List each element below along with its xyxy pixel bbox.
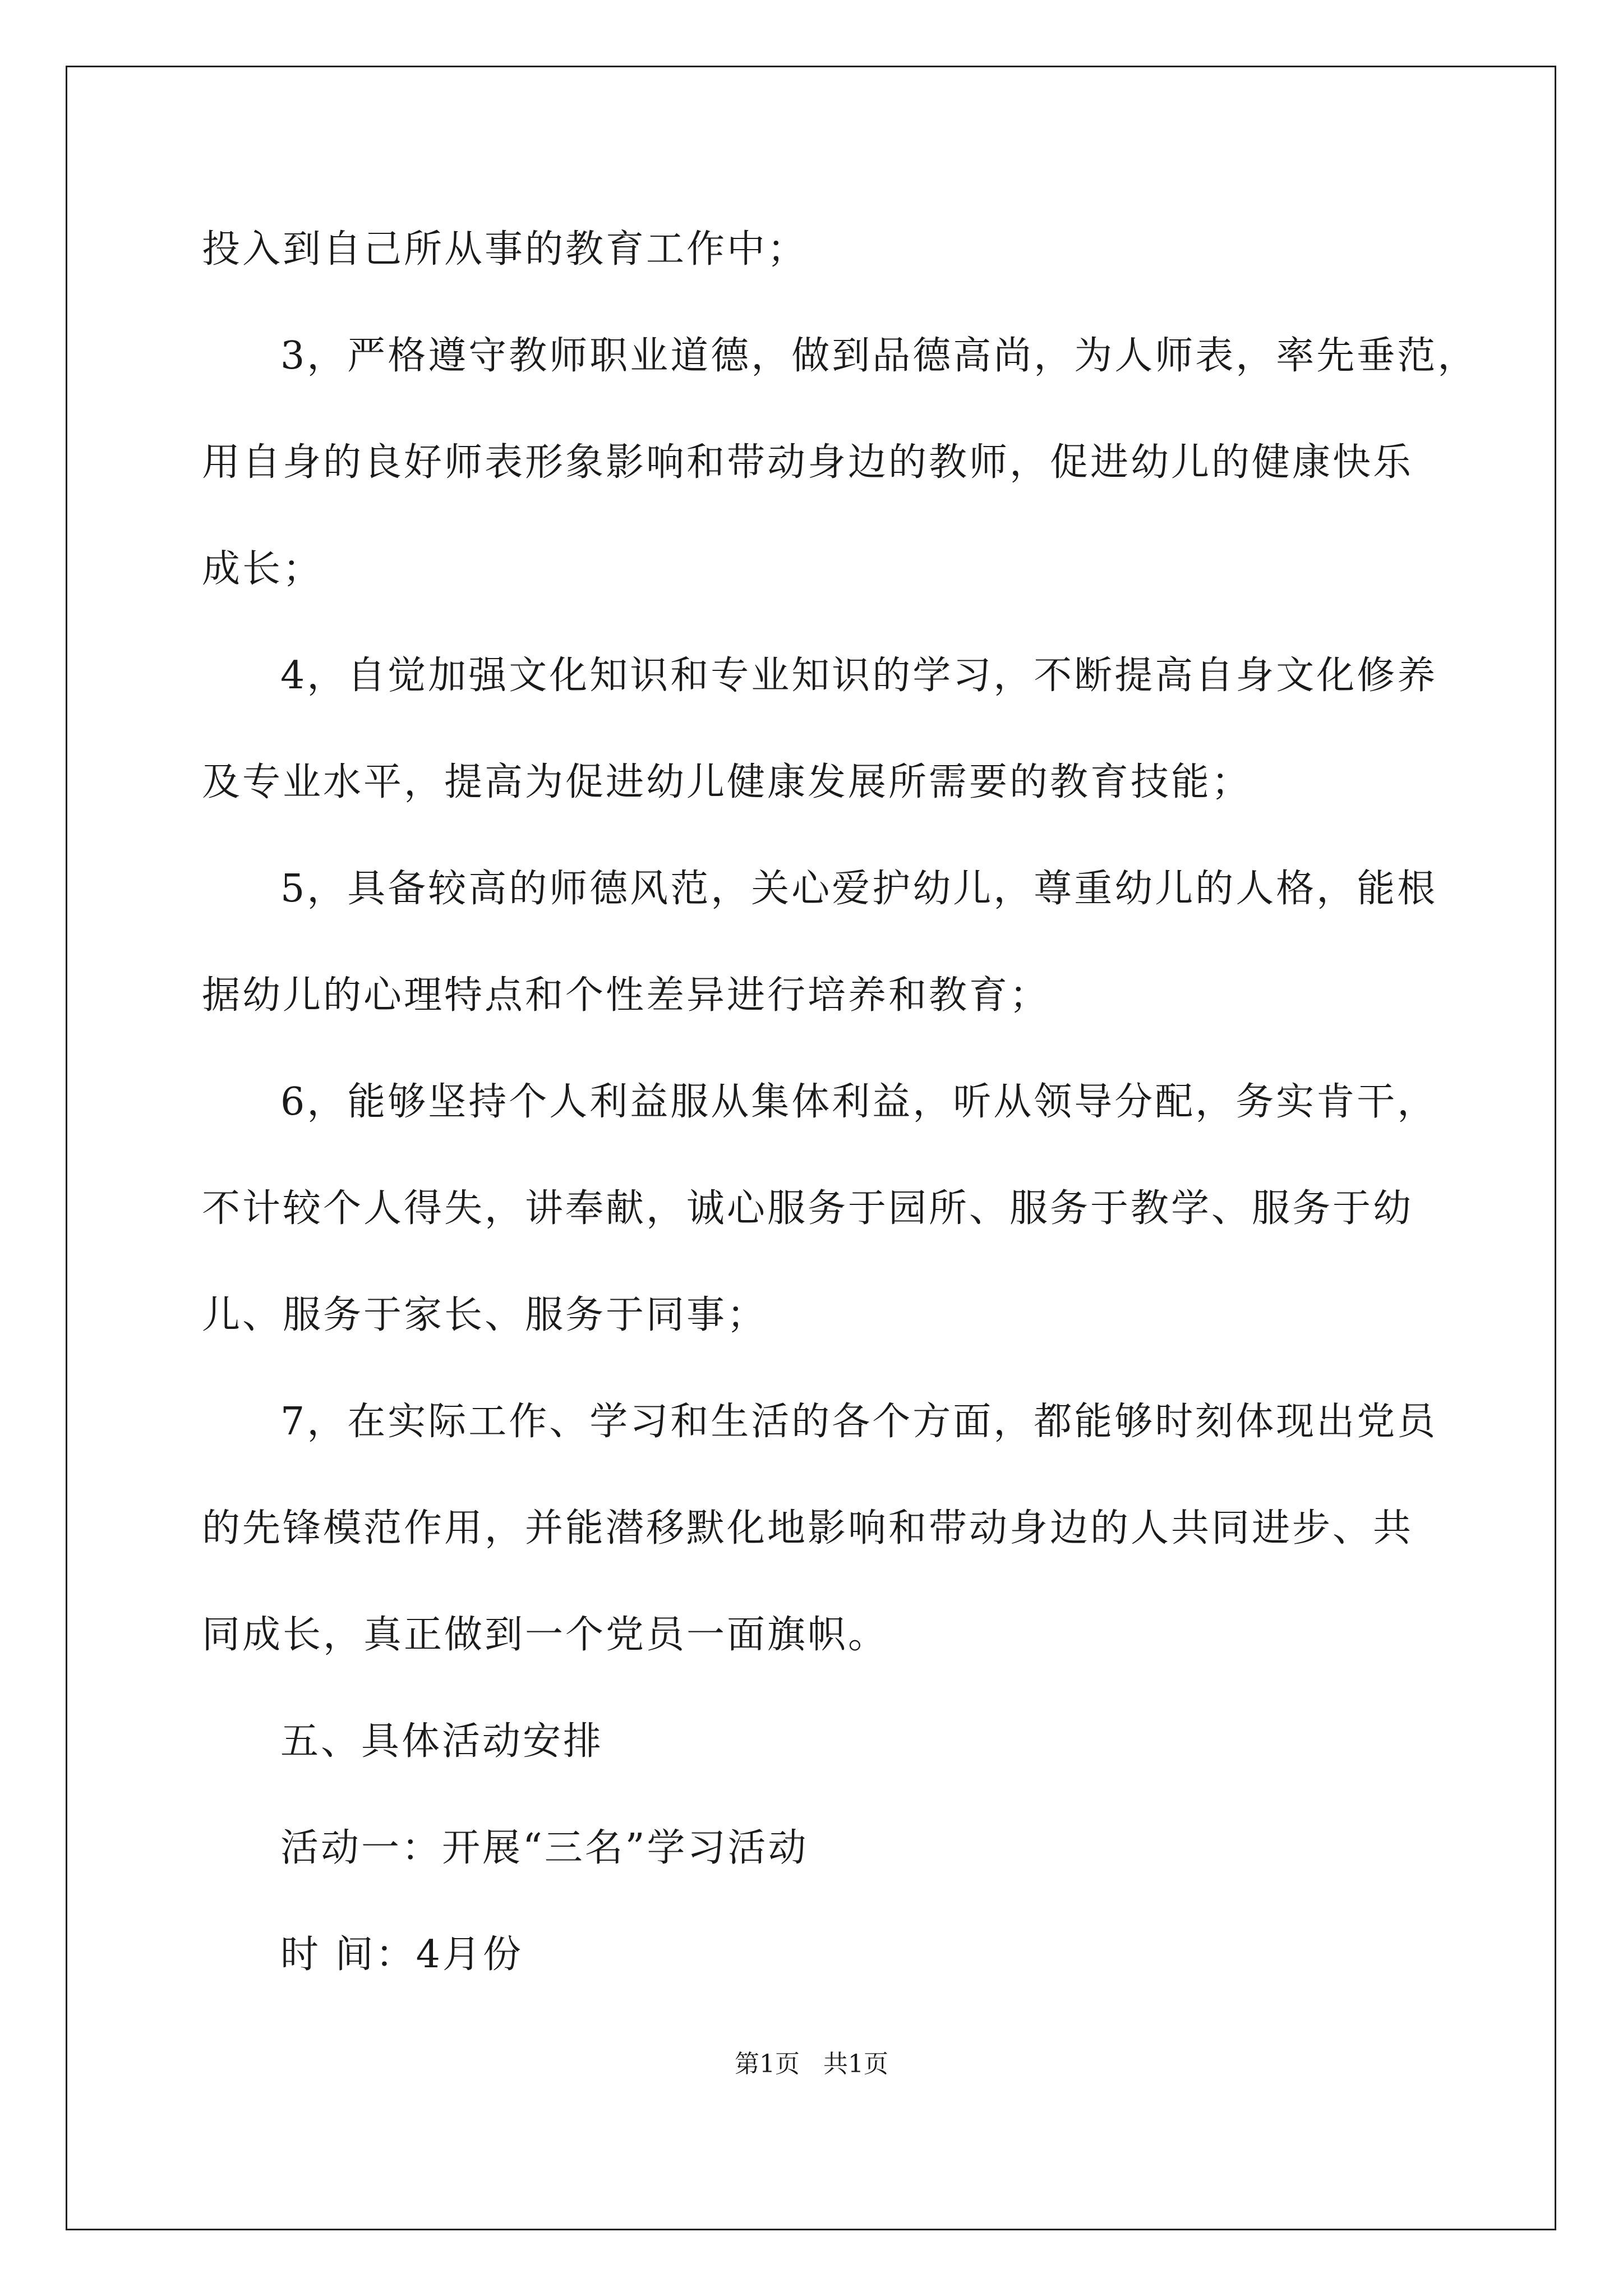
text-line-5: 4，自觉加强文化知识和专业知识的学习，不断提高自身文化修养 [280,654,1438,698]
activity-title: 活动一：开展“三名”学习活动 [280,1826,809,1870]
text-line-9: 6，能够坚持个人利益服从集体利益，听从领导分配，务实肯干， [280,1080,1438,1124]
text-line-3: 用自身的良好师表形象影响和带动身边的教师，促进幼儿的健康快乐 [202,440,1414,485]
text-line-8: 据幼儿的心理特点和个性差异进行培养和教育； [202,973,1050,1018]
text-line-14: 同成长，真正做到一个党员一面旗帜。 [202,1613,889,1657]
text-line-4: 成长； [202,547,324,591]
section-heading: 五、具体活动安排 [280,1719,604,1764]
text-line-10: 不计较个人得失，讲奉献，诚心服务于园所、服务于教学、服务于幼 [202,1186,1414,1231]
text-line-7: 5，具备较高的师德风范，关心爱护幼儿，尊重幼儿的人格，能根 [280,867,1438,911]
text-line-2: 3，严格遵守教师职业道德，做到品德高尚，为人师表，率先垂范， [280,334,1478,378]
text-line-13: 的先锋模范作用，并能潜移默化地影响和带动身边的人共同进步、共 [202,1506,1414,1550]
page-footer: 第1页 共1页 [735,2050,888,2078]
text-line-12: 7，在实际工作、学习和生活的各个方面，都能够时刻体现出党员 [280,1400,1438,1444]
activity-time: 时 间：4月份 [280,1932,523,1977]
text-line-11: 儿、服务于家长、服务于同事； [202,1293,768,1337]
text-line-6: 及专业水平，提高为促进幼儿健康发展所需要的教育技能； [202,760,1252,804]
text-line-1: 投入到自己所从事的教育工作中； [202,227,808,272]
page-border [66,66,1556,2230]
